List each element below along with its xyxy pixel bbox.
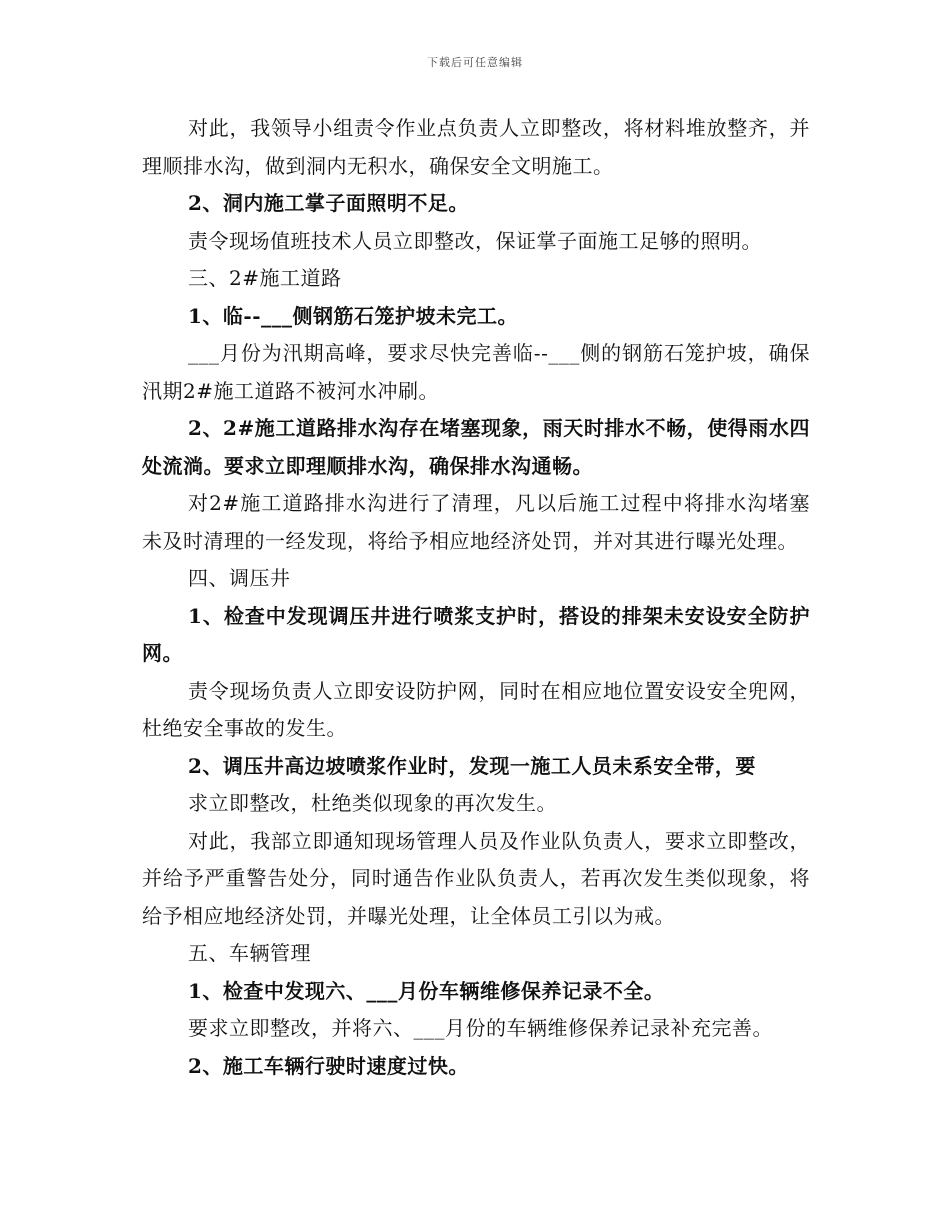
item-heading: 2、调压井高边坡喷浆作业时，发现一施工人员未系安全带，要 [188, 753, 756, 778]
paragraph: 责令现场负责人立即安设防护网，同时在相应地位置安设安全兜网，杜绝安全事故的发生。 [142, 678, 810, 740]
item-heading: 1、检查中发现六、___月份车辆维修保养记录不全。 [188, 978, 665, 1003]
paragraph: 要求立即整改，并将六、___月份的车辆维修保养记录补充完善。 [188, 1016, 773, 1040]
item-heading: 2、2#施工道路排水沟存在堵塞现象，雨天时排水不畅，使得雨水四处流淌。要求立即理顺排水沟，确保排水沟通畅。 [142, 416, 810, 478]
item-heading: 1、临--___侧钢筋石笼护坡未完工。 [188, 303, 519, 328]
section-heading: 四、调压井 [188, 566, 291, 590]
page-header: 下载后可任意编辑 [427, 56, 523, 69]
item-heading: 2、施工车辆行驶时速度过快。 [188, 1053, 469, 1078]
paragraph: ___月份为汛期高峰，要求尽快完善临--___侧的钢筋石笼护坡，确保汛期2#施工道路不被河水冲刷。 [142, 341, 810, 403]
item-heading: 1、检查中发现调压井进行喷浆支护时，搭设的排架未安设安全防护网。 [142, 603, 810, 665]
paragraph: 对此，我领导小组责令作业点负责人立即整改，将材料堆放整齐，并理顺排水沟，做到洞内无积水，确保安全文明施工。 [142, 116, 810, 178]
paragraph: 求立即整改，杜绝类似现象的再次发生。 [188, 791, 557, 815]
paragraph: 责令现场值班技术人员立即整改，保证掌子面施工足够的照明。 [188, 228, 762, 253]
document-body [142, 110, 810, 1085]
paragraph: 对此，我部立即通知现场管理人员及作业队负责人，要求立即整改，并给予严重警告处分，同时通告作业队负责人，若再次发生类似现象，将给予相应地经济处罚，并曝光处理，让全体员工引以为戒。 [142, 828, 810, 928]
paragraph: 对2#施工道路排水沟进行了清理，凡以后施工过程中将排水沟堵塞未及时清理的一经发现，将给予相应地经济处罚，并对其进行曝光处理。 [142, 491, 810, 553]
item-heading: 2、洞内施工掌子面照明不足。 [188, 191, 469, 215]
section-heading: 三、2#施工道路 [188, 266, 342, 290]
section-heading: 五、车辆管理 [188, 941, 311, 965]
